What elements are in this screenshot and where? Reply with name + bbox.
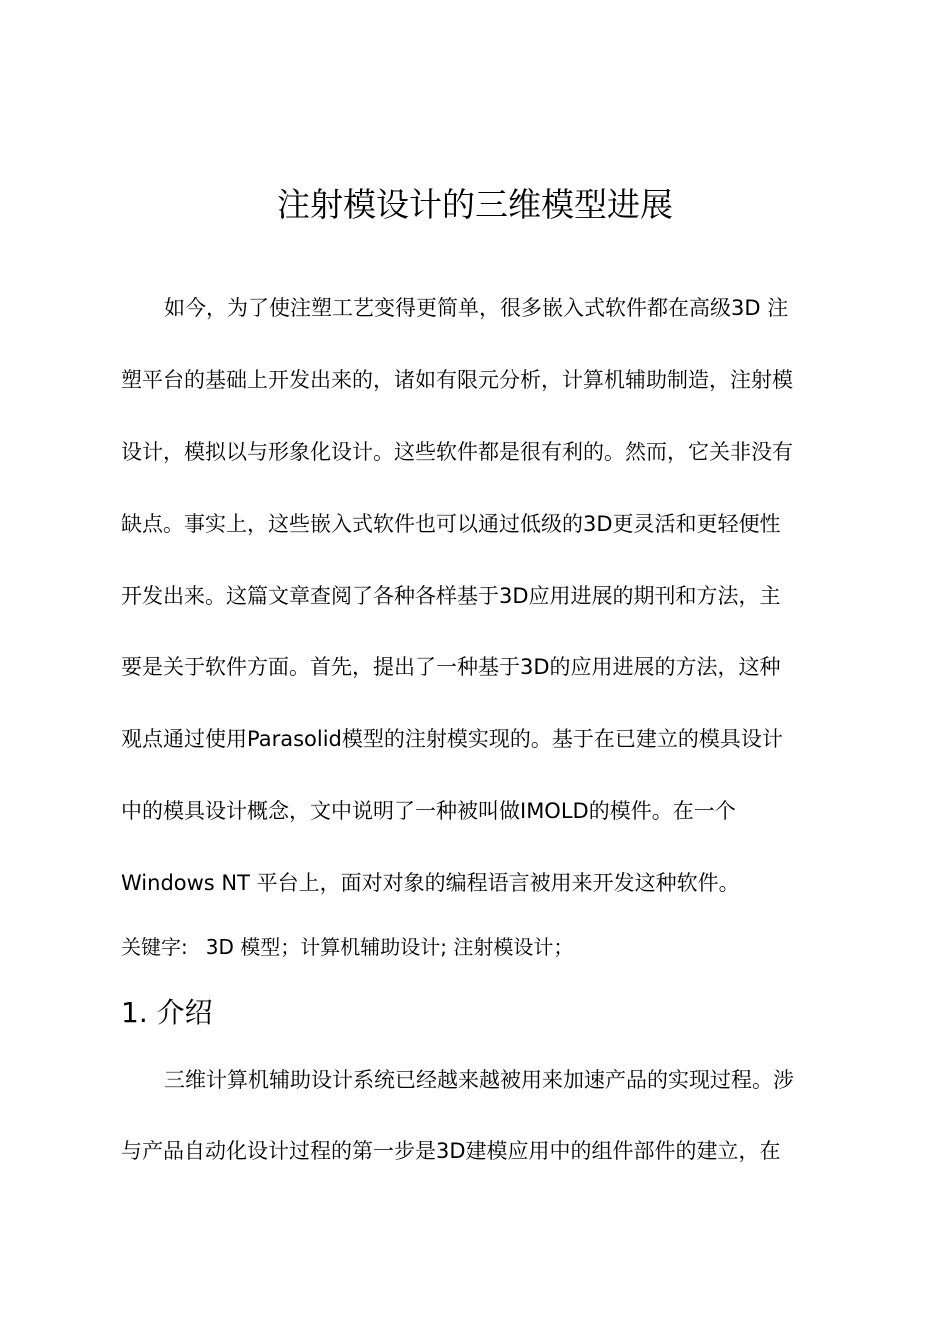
abstract-line-1: 如今，为了使注塑工艺变得更简单，很多嵌入式软件都在高级3D 注 xyxy=(164,296,789,320)
abstract-line-3: 设计，模拟以与形象化设计。这些软件都是很有利的。然而，它关非没有 xyxy=(121,440,793,464)
keywords-value: 3D 模型；计算机辅助设计; 注射模设计； xyxy=(205,935,574,959)
abstract-line-8: 中的模具设计概念，文中说明了一种被叫做IMOLD的模件。在一个 xyxy=(121,799,736,823)
abstract-line-7: 观点通过使用Parasolid模型的注射模实现的。基于在已建立的模具设计 xyxy=(121,727,783,751)
intro-line-2: 与产品自动化设计过程的第一步是3D建模应用中的组件部件的建立，在 xyxy=(121,1139,781,1163)
abstract-line-9: Windows NT 平台上，面对对象的编程语言被用来开发这种软件。 xyxy=(121,871,740,895)
intro-line-1: 三维计算机辅助设计系统已经越来越被用来加速产品的实现过程。涉 xyxy=(164,1068,794,1092)
section-heading-introduction: 1. 介绍 xyxy=(121,996,213,1029)
keywords-line xyxy=(121,933,573,961)
abstract-line-2: 塑平台的基础上开发出来的，诸如有限元分析，计算机辅助制造，注射模 xyxy=(121,368,793,392)
document-title: 注射模设计的三维模型进展 xyxy=(277,185,673,224)
abstract-line-5: 开发出来。这篇文章查阅了各种各样基于3D应用进展的期刊和方法，主 xyxy=(121,584,781,608)
abstract-line-6: 要是关于软件方面。首先，提出了一种基于3D的应用进展的方法，这种 xyxy=(121,655,781,679)
abstract-line-4: 缺点。事实上，这些嵌入式软件也可以通过低级的3D更灵活和更轻便性 xyxy=(121,512,781,536)
keywords-label: 关键字: xyxy=(121,935,188,959)
